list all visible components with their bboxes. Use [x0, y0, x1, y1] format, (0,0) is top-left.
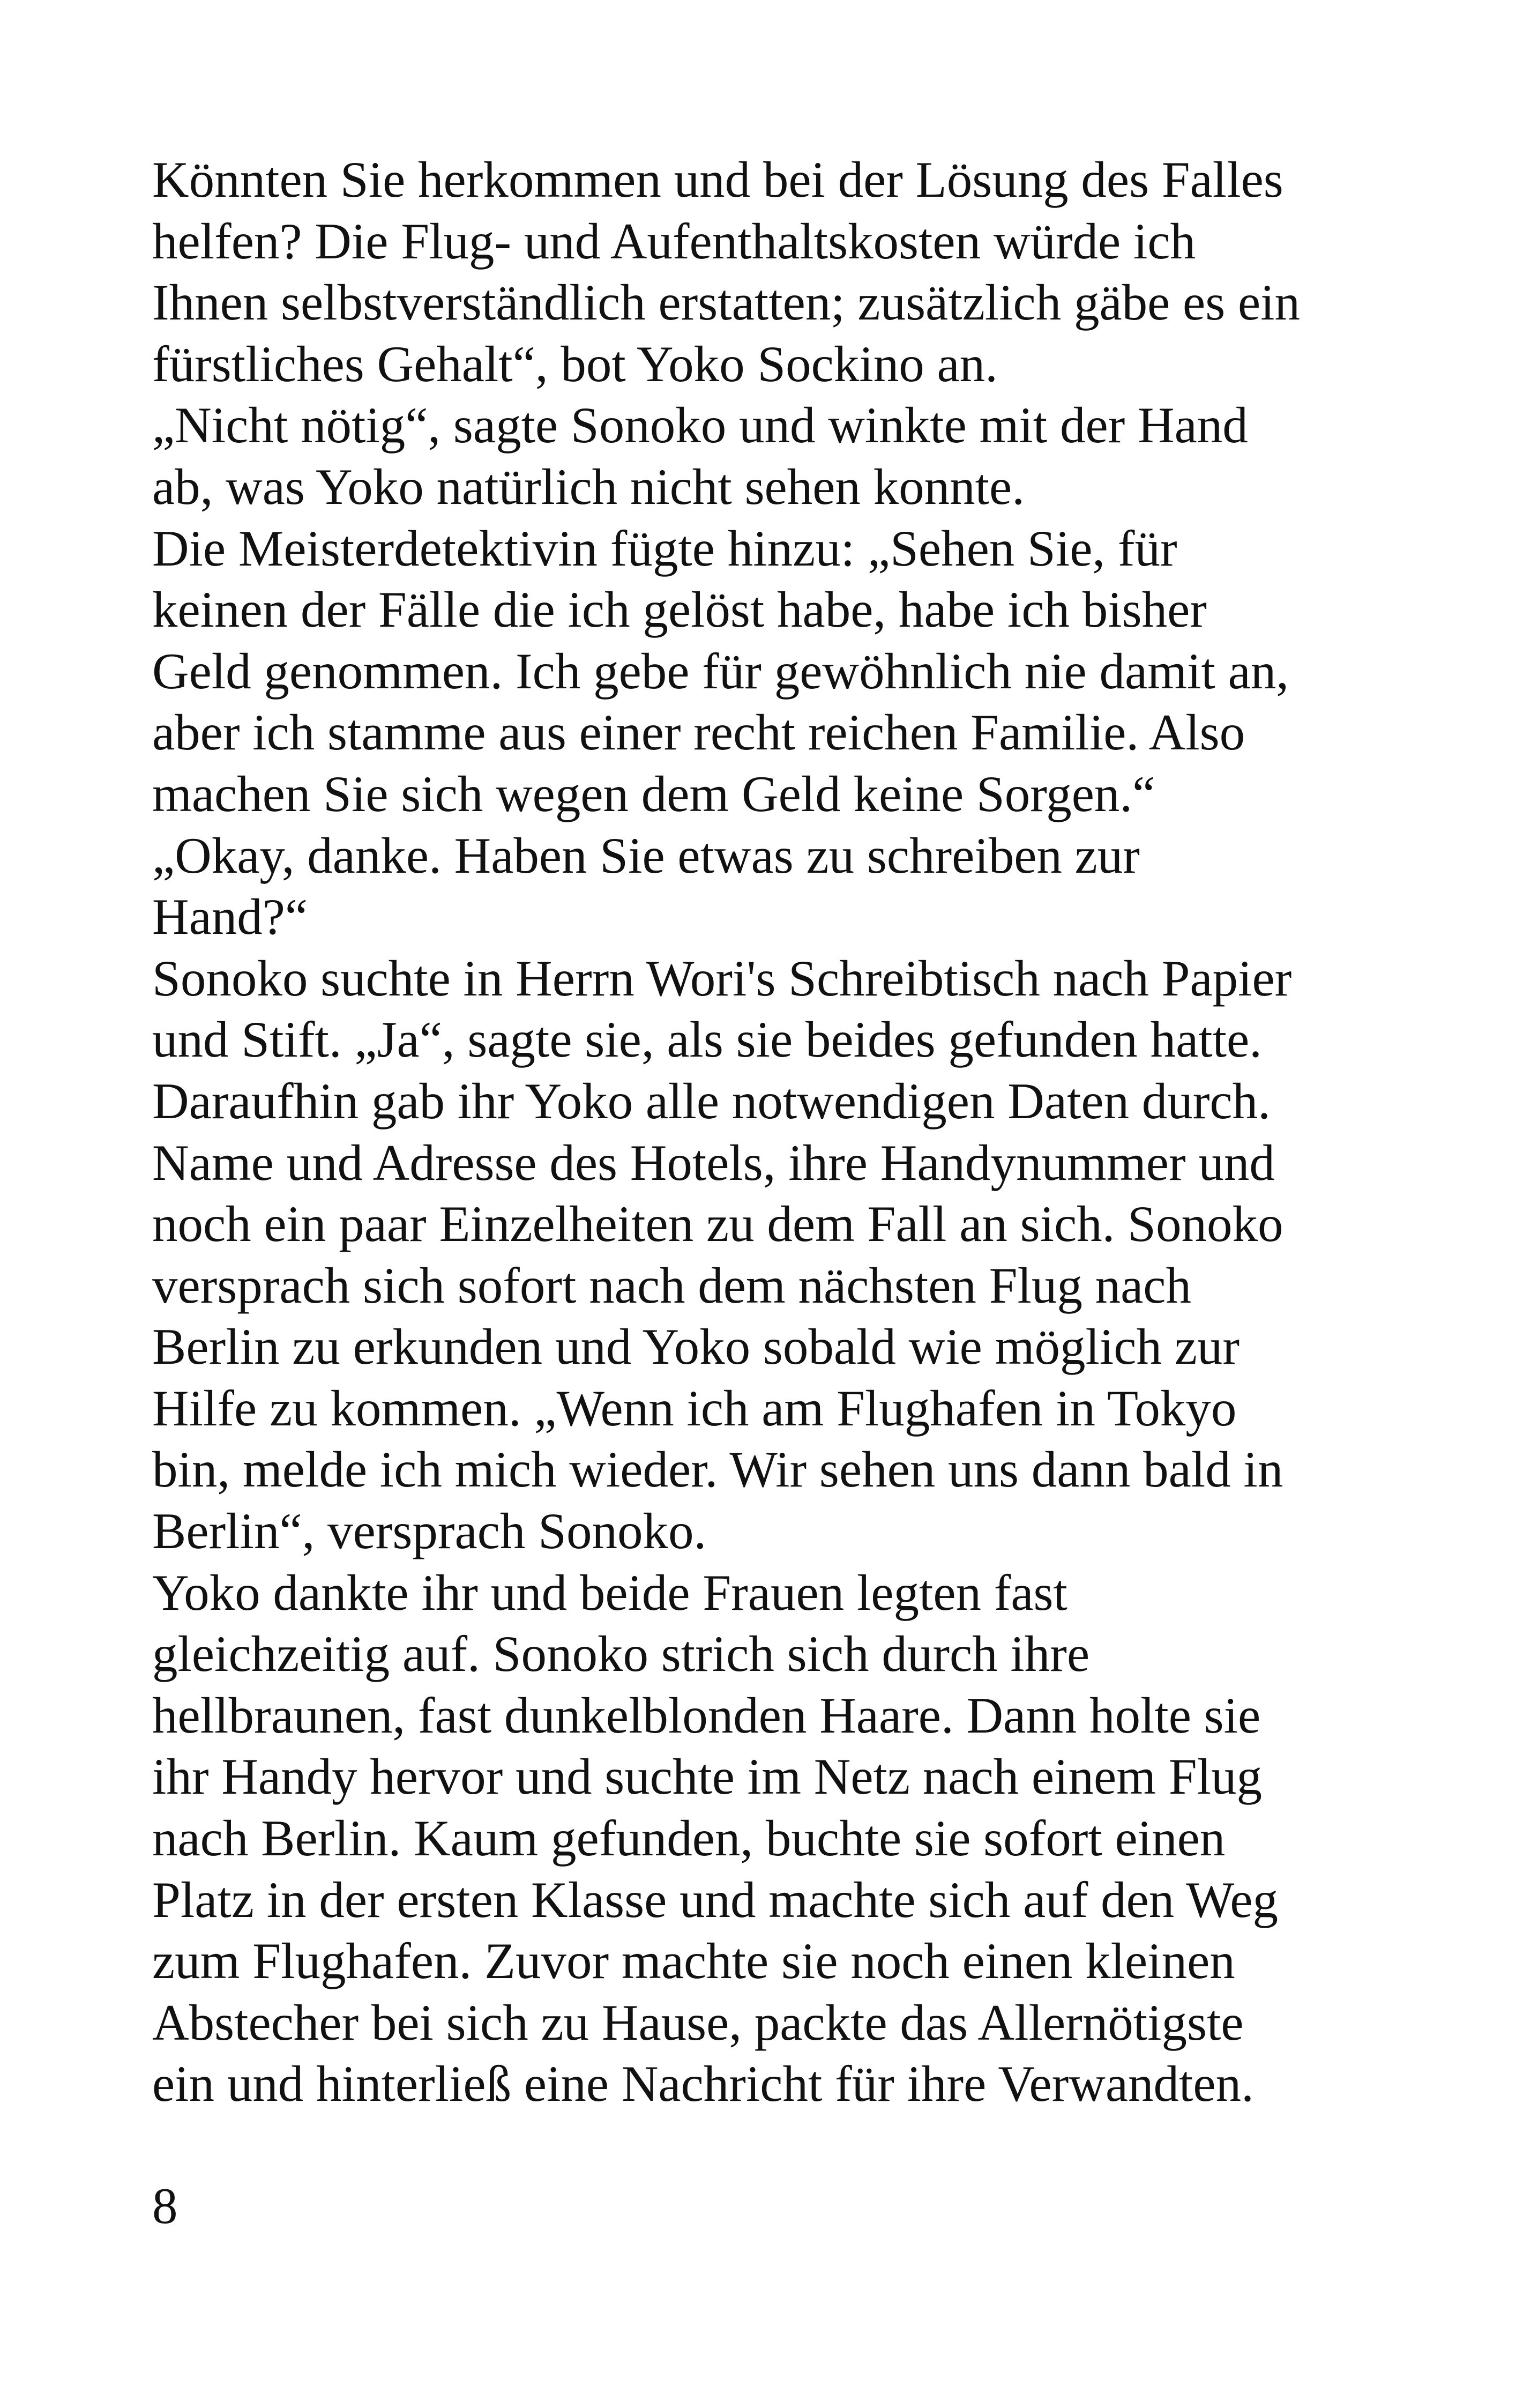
text-line: noch ein paar Einzelheiten zu dem Fall an sich. Sonoko: [152, 1195, 1283, 1253]
text-line: Abstecher bei sich zu Hause, packte das Allernötigste: [152, 1994, 1244, 2051]
text-line: Die Meisterdetektivin fügte hinzu: „Sehen Sie, für: [152, 519, 1177, 577]
text-line: Ihnen selbstverständlich erstatten; zusätzlich gäbe es ein: [152, 274, 1300, 331]
text-line: helfen? Die Flug- und Aufenthaltskosten würde ich: [152, 212, 1196, 270]
text-line: Name und Adresse des Hotels, ihre Handynummer und: [152, 1134, 1275, 1191]
text-line: Yoko dankte ihr und beide Frauen legten fast: [152, 1564, 1067, 1621]
text-line: hellbraunen, fast dunkelblonden Haare. Dann holte sie: [152, 1686, 1261, 1744]
text-line: Geld genommen. Ich gebe für gewöhnlich nie damit an,: [152, 642, 1289, 700]
text-line: Könnten Sie herkommen und bei der Lösung des Falles: [152, 151, 1283, 208]
text-line: bin, melde ich mich wieder. Wir sehen uns dann bald in: [152, 1441, 1283, 1498]
page-number: 8: [152, 2177, 178, 2234]
text-line: Hilfe zu kommen. „Wenn ich am Flughafen in Tokyo: [152, 1379, 1237, 1437]
body-text: [152, 149, 1385, 2115]
text-line: ihr Handy hervor und suchte im Netz nach einem Flug: [152, 1748, 1262, 1805]
text-line: Platz in der ersten Klasse und machte sich auf den Weg: [152, 1871, 1279, 1928]
text-line: Berlin zu erkunden und Yoko sobald wie möglich zur: [152, 1318, 1240, 1376]
text-line: Berlin“, versprach Sonoko.: [152, 1503, 707, 1560]
text-line: Daraufhin gab ihr Yoko alle notwendigen Daten durch.: [152, 1072, 1271, 1129]
text-line: machen Sie sich wegen dem Geld keine Sorgen.“: [152, 765, 1155, 822]
text-line: ab, was Yoko natürlich nicht sehen konnte.: [152, 458, 1025, 515]
text-line: und Stift. „Ja“, sagte sie, als sie beides gefunden hatte.: [152, 1011, 1262, 1068]
text-line: nach Berlin. Kaum gefunden, buchte sie sofort einen: [152, 1810, 1226, 1867]
text-line: gleichzeitig auf. Sonoko strich sich durch ihre: [152, 1625, 1090, 1683]
text-line: „Nicht nötig“, sagte Sonoko und winkte mit der Hand: [152, 397, 1248, 454]
text-line: „Okay, danke. Haben Sie etwas zu schreiben zur: [152, 827, 1140, 884]
text-line: zum Flughafen. Zuvor machte sie noch einen kleinen: [152, 1933, 1235, 1990]
text-line: Hand?“: [152, 888, 308, 946]
text-line: versprach sich sofort nach dem nächsten Flug nach: [152, 1257, 1191, 1314]
text-line: ein und hinterließ eine Nachricht für ihre Verwandten.: [152, 2055, 1254, 2113]
text-line: Sonoko suchte in Herrn Wori's Schreibtisch nach Papier: [152, 949, 1292, 1007]
text-line: aber ich stamme aus einer recht reichen Familie. Also: [152, 704, 1245, 761]
text-line: fürstliches Gehalt“, bot Yoko Sockino an.: [152, 335, 998, 392]
text-line: keinen der Fälle die ich gelöst habe, habe ich bisher: [152, 581, 1207, 638]
